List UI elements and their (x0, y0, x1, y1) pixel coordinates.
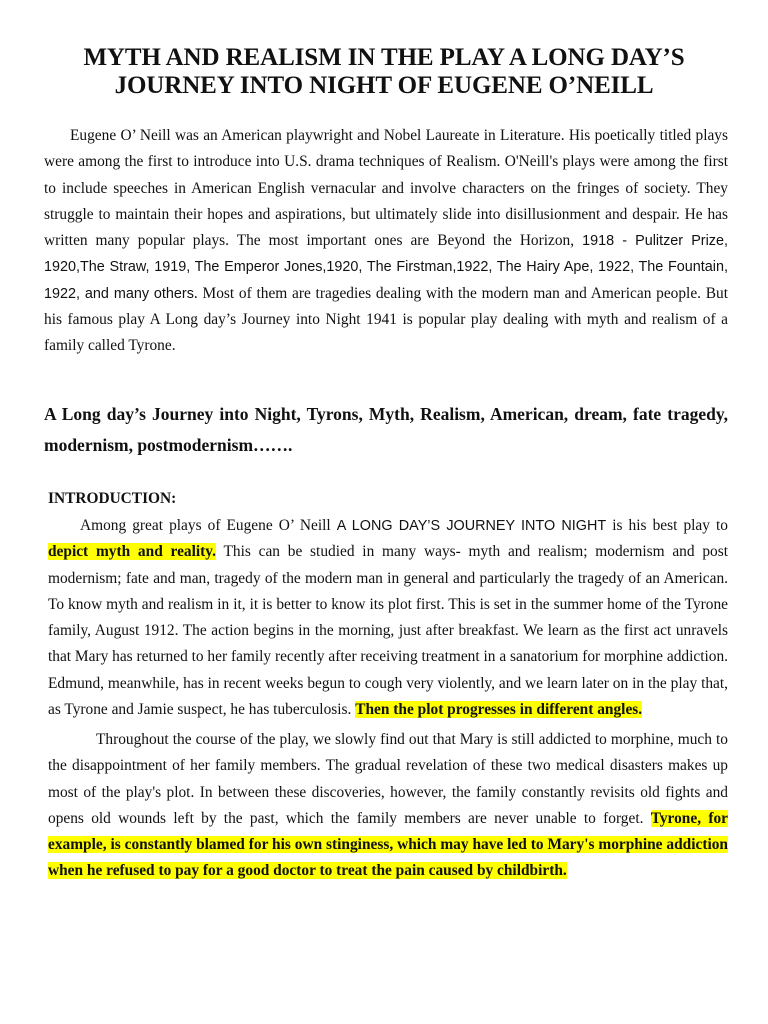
document-title: MYTH AND REALISM IN THE PLAY A LONG DAY’S JOURNEY INTO NIGHT OF EUGENE O’NEILL (83, 44, 685, 99)
intro-p1-lead: Among great plays of Eugene O’ Neill (80, 517, 337, 534)
keywords: A Long day’s Journey into Night, Tyrons, Myth, Realism, American, dream, fate tragedy, modernism, postmodernism……. (44, 404, 728, 455)
intro-p2-body: Throughout the course of the play, we slowly find out that Mary is still addicted to morphine, much to the disappointment of her family members. The gradual revelation of these two medical disasters makes up most of the play's plot. In between these discoveries, however, the family constantly revisits old fights and opens old wounds left by the past, which the family members are never unable to forget. (48, 731, 728, 827)
abstract-paragraph (44, 123, 728, 360)
abstract-text-part1: Eugene O’ Neill was an American playwright and Nobel Laureate in Literature. His poetically titled plays were among the first to introduce into U.S. drama techniques of Realism. O'Neill's plays were among the first to include speeches in American English vernacular and involve characters on the fringes of society. They struggle to maintain their hopes and aspirations, but ultimately slide into disillusionment and despair. He has written many popular plays. The most important ones are Beyond the Horizon, (44, 127, 728, 250)
introduction-heading: INTRODUCTION: (48, 490, 177, 507)
intro-p1-body: This can be studied in many ways- myth and realism; modernism and post modernism; fate and man, tragedy of the modern man in general and particularly the tragedy of an American. To know myth and realism in it, it is better to know its plot first. This is set in the summer home of the Tyrone family, August 1912. The action begins in the morning, just after breakfast. We learn as the first act unravels that Mary has returned to her family recently after receiving treatment in a sanatorium for morphine addiction. Edmund, meanwhile, has in recent weeks begun to cough very violently, and we learn later on in the play that, as Tyrone and Jamie suspect, he has tuberculosis. (48, 543, 728, 719)
introduction-paragraph-2 (48, 727, 728, 885)
highlight-tyrone-stinginess: Tyrone, for example, is constantly blamed for his own stinginess, which may have led to Mary's morphine addiction when he refused to pay for a good doctor to treat the pain caused by childbirth. (48, 809, 728, 880)
intro-p1-play-title: A LONG DAY’S JOURNEY INTO NIGHT (336, 518, 607, 534)
highlight-plot-progresses: Then the plot progresses in different angles. (355, 701, 643, 719)
highlight-depict-myth: depict myth and reality. (48, 543, 216, 561)
abstract-text-part2: . Most of them are tragedies dealing with the modern man and American people. But his famous play A Long day’s Journey into Night 1941 is popular play dealing with myth and realism of a family called Tyrone. (44, 284, 728, 355)
introduction-paragraph-1 (48, 513, 728, 723)
intro-p1-after-title: is his best play to (606, 517, 728, 534)
abstract-plays-list: 1918 - Pulitzer Prize, 1920,The Straw, 1919, The Emperor Jones,1920, The Firstman,1922, The Hairy Ape, 1922, The Fountain, 1922, and many others (44, 233, 728, 302)
